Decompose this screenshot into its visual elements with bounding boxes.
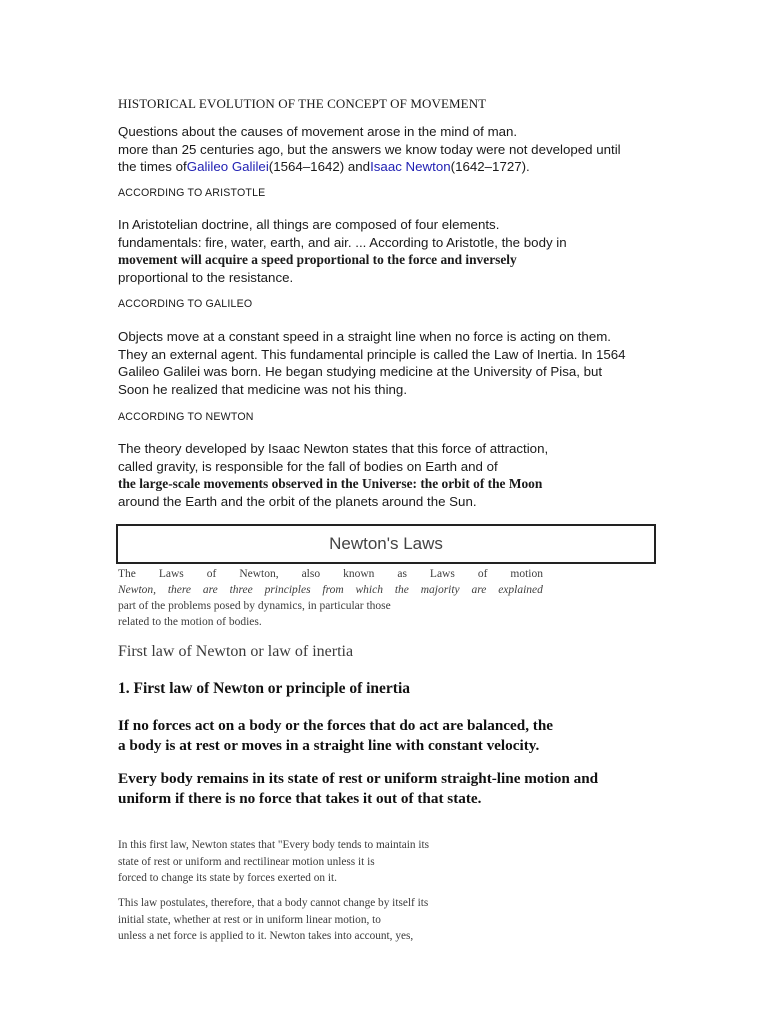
statement-1-line-1: If no forces act on a body or the forces that do act are balanced, the bbox=[118, 717, 554, 734]
newton-heading: ACCORDING TO NEWTON bbox=[118, 411, 254, 423]
justified-word: Laws bbox=[429, 568, 455, 580]
justified-word: are bbox=[202, 584, 218, 596]
first-law-subtitle: First law of Newton or law of inertia bbox=[118, 643, 354, 660]
aristotle-line-4: proportional to the resistance. bbox=[118, 269, 294, 285]
justified-word: majority bbox=[420, 584, 460, 596]
galileo-link[interactable]: Galileo Galilei bbox=[186, 159, 269, 174]
newton-line-4: around the Earth and the orbit of the planets around the Sun. bbox=[118, 493, 477, 509]
justified-word: The bbox=[118, 568, 136, 580]
inertia-statement-2 bbox=[118, 769, 598, 808]
justified-word: three bbox=[229, 584, 253, 596]
newton-line-2: called gravity, is responsible for the fall of bodies on Earth and of bbox=[118, 458, 498, 474]
explanation-2-line-1: This law postulates, therefore, that a body cannot change by itself its bbox=[118, 897, 429, 909]
newton-line-1: The theory developed by Isaac Newton states that this force of attraction, bbox=[118, 441, 549, 456]
aristotle-line-3: movement will acquire a speed proportional to the force and inversely bbox=[118, 252, 517, 267]
aristotle-paragraph bbox=[118, 216, 567, 286]
laws-intro-line-3: part of the problems posed by dynamics, in particular those bbox=[118, 600, 391, 612]
galileo-paragraph bbox=[118, 328, 626, 398]
justified-word: from bbox=[322, 584, 344, 596]
intro-line-1: Questions about the causes of movement arose in the mind of man. bbox=[118, 124, 518, 139]
galileo-years: (1564–1642) and bbox=[268, 159, 371, 174]
galileo-heading: ACCORDING TO GALILEO bbox=[118, 298, 253, 310]
justified-word: Newton, bbox=[239, 568, 279, 580]
newton-link[interactable]: Isaac Newton bbox=[370, 159, 451, 174]
explanation-1-line-1: In this first law, Newton states that "Every body tends to maintain its bbox=[118, 839, 430, 851]
explanation-2-line-3: unless a net force is applied to it. Newton takes into account, yes, bbox=[118, 930, 414, 942]
galileo-line-4: Soon he realized that medicine was not his thing. bbox=[118, 381, 408, 397]
intro-line-2: more than 25 centuries ago, but the answers we know today were not developed until bbox=[118, 141, 621, 157]
laws-intro-line-2 bbox=[118, 582, 543, 598]
statement-2-line-2: uniform if there is no force that takes it out of that state. bbox=[118, 789, 482, 807]
newton-paragraph bbox=[118, 440, 548, 510]
justified-word: which bbox=[355, 584, 383, 596]
justified-word: Laws bbox=[158, 568, 184, 580]
justified-word: of bbox=[477, 568, 488, 580]
justified-word: motion bbox=[510, 568, 543, 580]
first-law-heading: 1. First law of Newton or principle of inertia bbox=[118, 680, 411, 697]
laws-intro-line-1 bbox=[118, 566, 543, 582]
justified-word: Newton, bbox=[118, 584, 157, 596]
newton-years: (1642–1727). bbox=[450, 159, 530, 174]
justified-word: principles bbox=[264, 584, 311, 596]
justified-word: also bbox=[301, 568, 321, 580]
galileo-line-2: They an external agent. This fundamental principle is called the Law of Inertia. In 1564 bbox=[118, 346, 626, 362]
inertia-statement-1 bbox=[118, 716, 553, 755]
laws-intro-line-4: related to the motion of bodies. bbox=[118, 616, 262, 628]
galileo-line-3: Galileo Galilei was born. He began studying medicine at the University of Pisa, but bbox=[118, 364, 603, 379]
newton-line-3: the large-scale movements observed in the Universe: the orbit of the Moon bbox=[118, 476, 543, 491]
statement-1-line-2: a body is at rest or moves in a straight line with constant velocity. bbox=[118, 736, 540, 754]
aristotle-heading: ACCORDING TO ARISTOTLE bbox=[118, 187, 266, 199]
aristotle-line-1: In Aristotelian doctrine, all things are composed of four elements. bbox=[118, 217, 500, 232]
explanation-2-line-2: initial state, whether at rest or in uniform linear motion, to bbox=[118, 913, 381, 926]
justified-word: known bbox=[343, 568, 375, 580]
laws-intro-paragraph bbox=[118, 566, 543, 630]
intro-paragraph bbox=[118, 123, 621, 176]
justified-word: the bbox=[394, 584, 409, 596]
justified-word: explained bbox=[498, 584, 543, 596]
galileo-line-1: Objects move at a constant speed in a straight line when no force is acting on them. bbox=[118, 329, 611, 344]
explanation-1-line-3: forced to change its state by forces exerted on it. bbox=[118, 872, 337, 884]
aristotle-line-2: fundamentals: fire, water, earth, and air. ... According to Aristotle, the body in bbox=[118, 234, 567, 250]
intro-line-3: the times ofGalileo Galilei(1564–1642) andIsaac Newton(1642–1727). bbox=[118, 159, 530, 174]
statement-2-line-1: Every body remains in its state of rest or uniform straight-line motion and bbox=[118, 770, 599, 787]
justified-word: of bbox=[206, 568, 217, 580]
justified-word: there bbox=[167, 584, 192, 596]
justified-word: as bbox=[397, 568, 407, 580]
document-title: HISTORICAL EVOLUTION OF THE CONCEPT OF MOVEMENT bbox=[118, 96, 487, 111]
newtons-laws-title: Newton's Laws bbox=[329, 534, 443, 553]
justified-word: are bbox=[471, 584, 487, 596]
newtons-laws-box bbox=[116, 524, 656, 564]
explanation-paragraph-2 bbox=[118, 895, 428, 945]
explanation-1-line-2: state of rest or uniform and rectilinear motion unless it is bbox=[118, 855, 375, 868]
explanation-paragraph-1 bbox=[118, 837, 429, 887]
